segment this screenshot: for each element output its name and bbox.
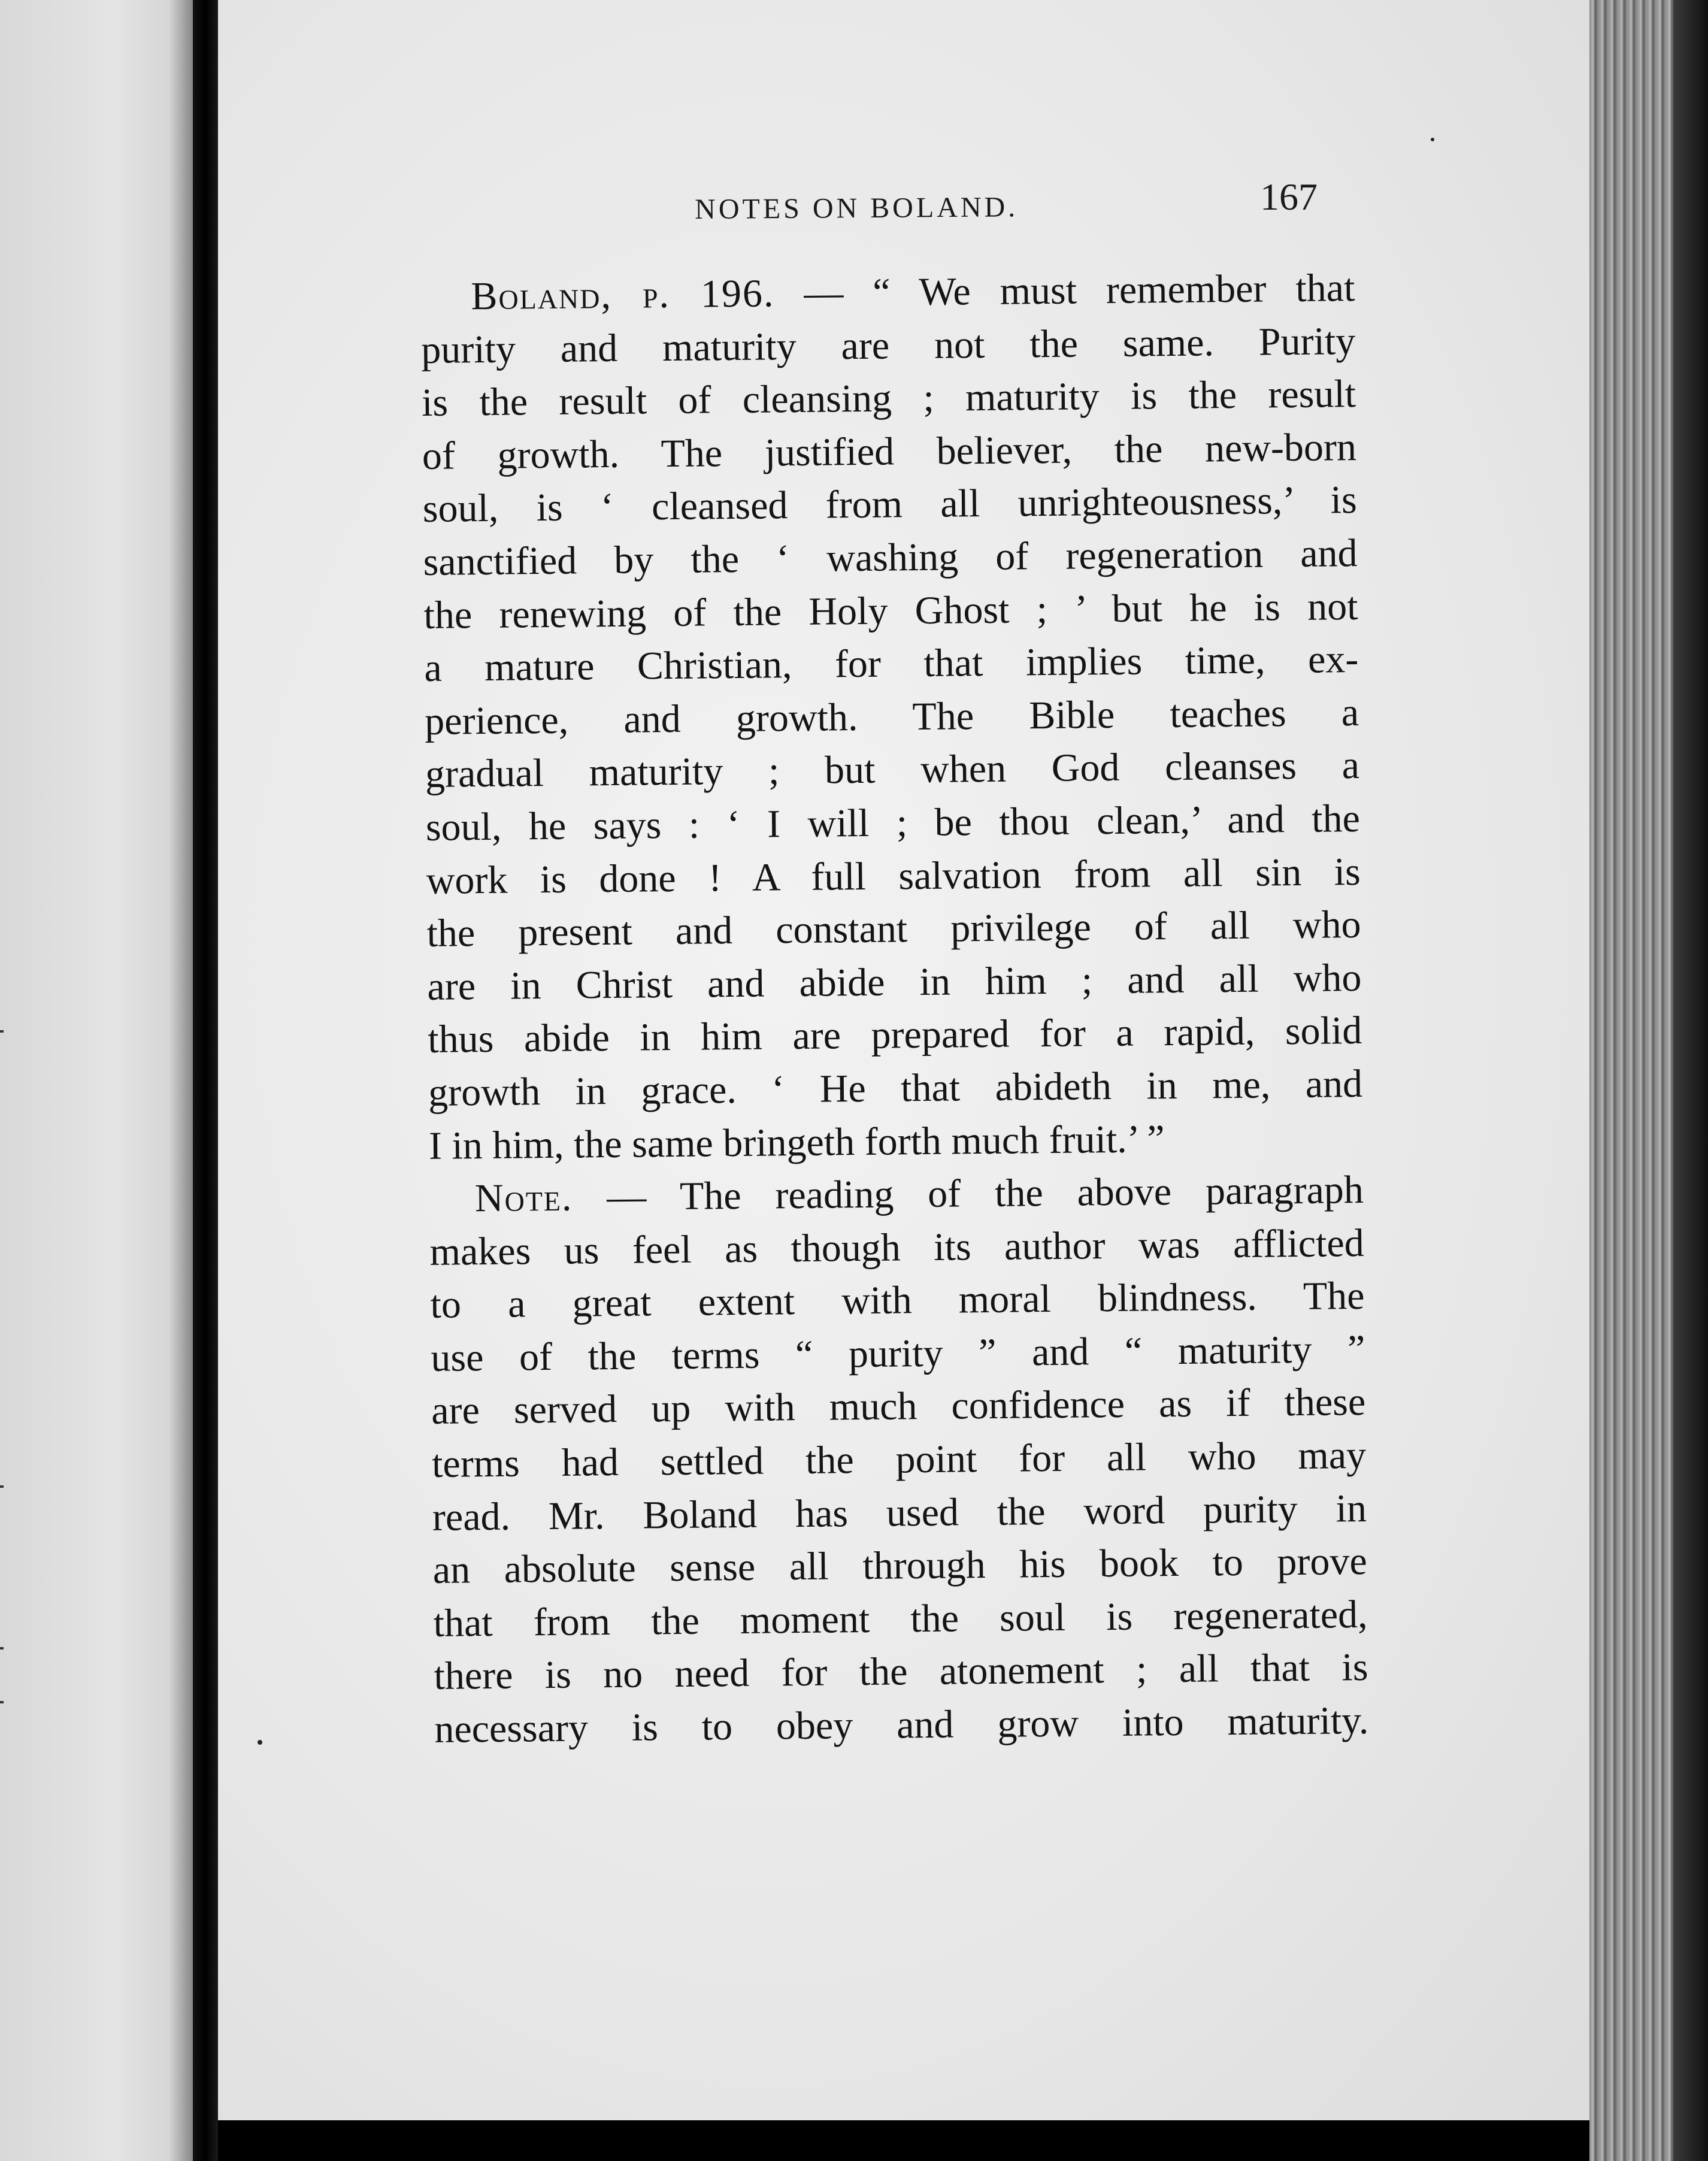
margin-mark	[0, 1030, 4, 1033]
text-line: necessary is to obey and grow into maturity.	[434, 1698, 1369, 1751]
paragraph-first-line: Note. — The reading of the above paragraph	[474, 1168, 1364, 1221]
text-line: to a great extent with moral blindness. The	[430, 1274, 1365, 1327]
text-line: I in him, the same bringeth forth much fruit.’ ”	[428, 1116, 1165, 1168]
previous-page-edge	[0, 0, 193, 2161]
margin-mark	[0, 1701, 4, 1703]
text-line: growth in grace. ‘ He that abideth in me, and	[428, 1061, 1363, 1115]
text-line: are in Christ and abide in him ; and all who	[427, 955, 1362, 1009]
text-line: there is no need for the atonement ; all that is	[434, 1645, 1368, 1699]
paper-speck	[1431, 138, 1434, 141]
text-line: that from the moment the soul is regenerated,	[433, 1592, 1368, 1645]
text-line: gradual maturity ; but when God cleanses a	[425, 743, 1360, 797]
page-edge-shadow	[169, 0, 193, 2161]
note-lead: Note.	[474, 1175, 573, 1221]
text-line: is the result of cleansing ; maturity is the result	[421, 372, 1356, 425]
citation-lead: Boland, p. 196.	[471, 271, 775, 319]
text-line: perience, and growth. The Bible teaches a	[424, 690, 1359, 743]
text-line: are served up with much confidence as if these	[431, 1380, 1366, 1433]
text-line: of growth. The justified believer, the new-born	[422, 425, 1357, 478]
paragraph-first-line: Boland, p. 196. — “ We must remember that	[471, 266, 1355, 319]
margin-mark	[0, 1647, 4, 1649]
margin-mark	[0, 1485, 4, 1488]
text-line: an absolute sense all through his book to prove	[432, 1539, 1368, 1593]
text-line: read. Mr. Boland has used the word purity in	[432, 1486, 1367, 1539]
text-line: work is done ! A full salvation from all sin is	[426, 849, 1361, 903]
page-number: 167	[1260, 175, 1318, 218]
paper-speck	[258, 1740, 262, 1745]
text-line: terms had settled the point for all who may	[431, 1433, 1367, 1486]
text-line: sanctified by the ‘ washing of regeneration and	[423, 531, 1358, 584]
book-gutter	[193, 0, 218, 2161]
text-line: thus abide in him are prepared for a rapid, solid	[427, 1009, 1362, 1062]
text-line: soul, he says : ‘ I will ; be thou clean,’ and the	[425, 796, 1361, 849]
text-line: the present and constant privilege of all who	[426, 903, 1361, 956]
running-head: NOTES ON BOLAND.	[695, 191, 1019, 225]
text-line: use of the terms “ purity ” and “ maturity ”	[431, 1327, 1365, 1380]
text-line: purity and maturity are not the same. Purity	[420, 319, 1356, 372]
text-line: soul, is ‘ cleansed from all unrighteousness,’ is	[422, 478, 1358, 531]
book-cover-edge	[1673, 0, 1708, 2161]
text-line: makes us feel as though its author was afflicted	[429, 1221, 1365, 1274]
text-line: a mature Christian, for that implies time, ex-	[424, 637, 1359, 691]
scan-bottom-border	[218, 2120, 1589, 2161]
book-fore-edge	[1589, 0, 1673, 2161]
body-text	[420, 262, 1369, 1756]
text-line: the renewing of the Holy Ghost ; ’ but he is not	[423, 584, 1358, 637]
